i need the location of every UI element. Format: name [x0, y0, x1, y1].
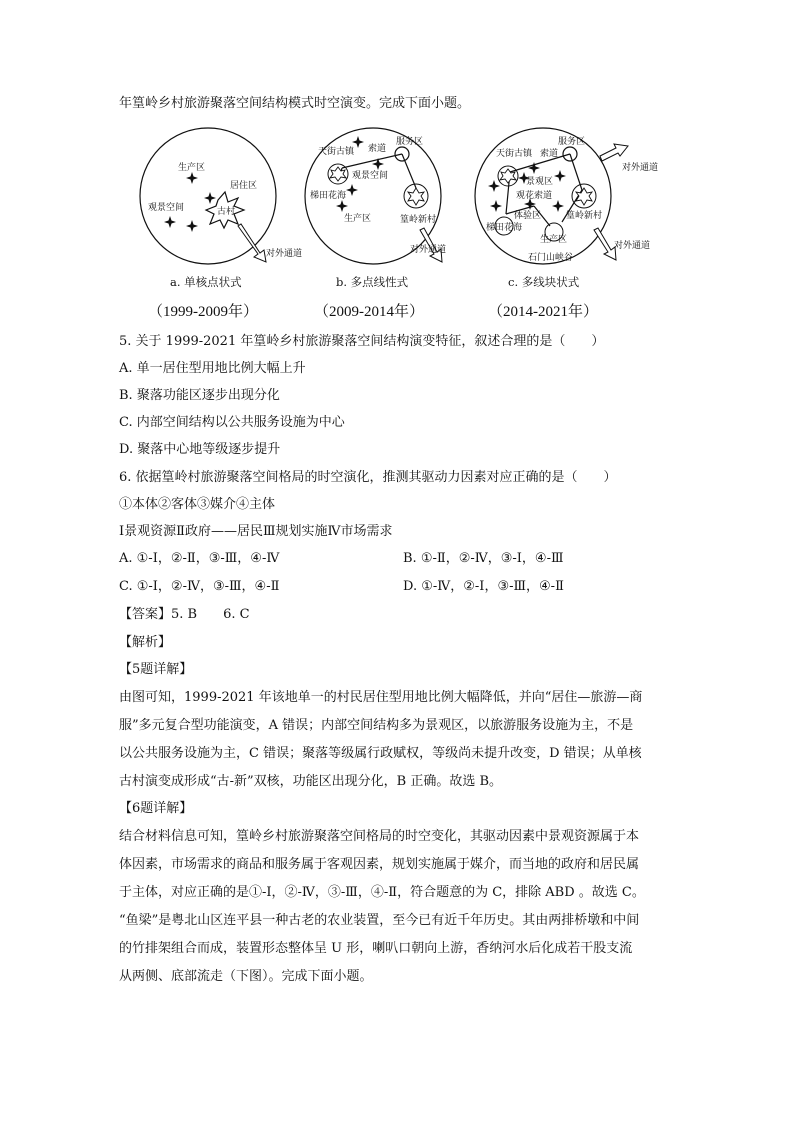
period-b: （2009-2014年） [314, 304, 424, 320]
label-flower-cableway: 观花索道 [516, 191, 553, 201]
star-icon [204, 192, 216, 204]
material-line: “鱼梁”是粤北山区连平县一种古老的农业装置，至今已有近千年历史。其由两排桥墩和中间 [119, 913, 640, 928]
label-tianjie: 天街古镇 [318, 147, 355, 157]
q6-detail-label: 【6题详解】 [119, 801, 193, 816]
burst-icon [576, 188, 592, 205]
label-exit: 对外通道 [410, 245, 447, 255]
star-icon [346, 184, 358, 196]
star-icon [164, 216, 176, 228]
q6-factors-line: Ⅰ景观资源Ⅱ政府——居民Ⅲ规划实施Ⅳ市场需求 [119, 524, 393, 539]
label-production: 生产区 [540, 235, 568, 245]
label-experience: 体验区 [514, 211, 542, 221]
label-residential: 居住区 [230, 181, 258, 191]
caption-b: b. 多点线性式 [336, 275, 409, 289]
exit-arrow-icon [600, 144, 628, 161]
exit-arrow-icon [238, 224, 266, 262]
label-new-village: 篁岭新村 [400, 215, 437, 225]
label-cableway: 索道 [368, 144, 387, 154]
diagram-b [305, 128, 446, 320]
label-exit-1: 对外通道 [622, 163, 659, 173]
star-icon [186, 172, 198, 184]
burst-icon [408, 188, 424, 205]
q6-items-line: ①本体②客体③媒介④主体 [119, 497, 276, 512]
q5-option-c: C. 内部空间结构以公共服务设施为中心 [119, 415, 345, 430]
q6-options [119, 549, 679, 599]
q5-option-a: A. 单一居住型用地比例大幅上升 [119, 361, 306, 376]
q6-detail-line: 结合材料信息可知，篁岭乡村旅游聚落空间格局的时空变化，其驱动因素中景观资源属于本 [119, 829, 640, 844]
q6-option-a: A. ①-Ⅰ，②-Ⅱ，③-Ⅲ，④-Ⅳ [119, 551, 280, 566]
q6-option-d: D. ①-Ⅳ，②-Ⅰ，③-Ⅲ，④-Ⅱ [403, 579, 564, 594]
diagram-a [140, 128, 302, 320]
label-terrace: 梯田花海 [310, 191, 347, 201]
star-icon [554, 170, 566, 182]
material-line: 从两侧、底部流走（下图）。完成下面小题。 [119, 969, 373, 984]
label-new-village: 篁岭新村 [566, 211, 603, 221]
diagram-a-circle [140, 128, 276, 264]
q5-detail-line: 由图可知，1999-2021 年该地单一的村民居住型用地比例大幅降低，并向“居住—旅游—商 [119, 690, 643, 705]
analysis-label: 【解析】 [119, 635, 172, 650]
label-exit: 对外通道 [266, 249, 303, 259]
q6-option-b: B. ①-Ⅱ，②-Ⅳ，③-Ⅰ，④-Ⅲ [403, 551, 564, 566]
q5-detail-line: 古村演变成形成“古-新”双核，功能区出现分化，B 正确。故选 B。 [119, 774, 503, 789]
label-exit-2: 对外通道 [614, 241, 651, 251]
caption-c: c. 多线块状式 [508, 275, 580, 289]
label-ancient-village: 古村 [217, 207, 236, 217]
q5-detail-line: 以公共服务设施为主，C 错误；聚落等级属行政赋权，等级尚未提升改变，D 错误；从单核 [119, 746, 642, 761]
star-icon [186, 220, 198, 232]
diagram-c [475, 128, 658, 320]
label-production: 生产区 [344, 214, 372, 224]
caption-a: a. 单核点状式 [170, 275, 242, 289]
q5-detail-label: 【5题详解】 [119, 662, 193, 677]
exit-arrow-icon [594, 228, 616, 260]
star-icon [490, 200, 502, 212]
answer-line: 【答案】5. B 6. C [119, 607, 250, 622]
q6-stem: 6. 依据篁岭村旅游聚落空间格局的时空演化，推测其驱动力因素对应正确的是（ ） [119, 470, 617, 485]
q5-option-b: B. 聚落功能区逐步出现分化 [119, 388, 280, 403]
label-viewing: 观景空间 [148, 203, 185, 213]
q6-detail-line: 体因素，市场需求的商品和服务属于客观因素，规划实施属于媒介，而当地的政府和居民属 [119, 857, 640, 872]
label-service: 服务区 [558, 137, 586, 147]
label-terrace: 梯田花海 [486, 223, 523, 233]
q5-detail-line: 服”多元复合型功能演变，A 错误；内部空间结构多为景观区，以旅游服务设施为主，不是 [119, 718, 634, 733]
period-a: （1999-2009年） [148, 304, 258, 320]
burst-icon [330, 167, 346, 181]
q6-detail-line: 于主体，对应正确的是①-Ⅰ，②-Ⅳ，③-Ⅲ，④-Ⅱ，符合题意的为 C，排除 ABD 。故选 C。 [119, 885, 645, 900]
q6-option-c: C. ①-Ⅰ，②-Ⅳ，③-Ⅲ，④-Ⅱ [119, 579, 280, 594]
label-shimen: 石门山峡谷 [528, 253, 574, 263]
label-tianjie: 天街古镇 [496, 149, 533, 159]
label-production: 生产区 [178, 163, 206, 173]
material-line: 的竹排架组合而成，装置形态整体呈 U 形，喇叭口朝向上游，香纳河水后化成若干股支流 [119, 941, 633, 956]
label-cableway: 索道 [540, 149, 559, 159]
intro-text: 年篁岭乡村旅游聚落空间结构模式时空演变。完成下面小题。 [119, 96, 471, 111]
q5-stem: 5. 关于 1999-2021 年篁岭乡村旅游聚落空间结构演变特征，叙述合理的是（ ） [119, 334, 605, 349]
label-service: 服务区 [396, 137, 424, 147]
label-landscape: 景观区 [526, 177, 554, 187]
q5-option-d: D. 聚落中心地等级逐步提升 [119, 442, 281, 457]
settlement-evolution-figure [130, 126, 670, 326]
star-icon [488, 180, 500, 192]
star-icon [372, 158, 384, 170]
label-viewing: 观景空间 [352, 171, 389, 181]
star-icon [336, 200, 348, 212]
star-icon [552, 200, 564, 212]
period-c: （2014-2021年） [488, 304, 598, 320]
